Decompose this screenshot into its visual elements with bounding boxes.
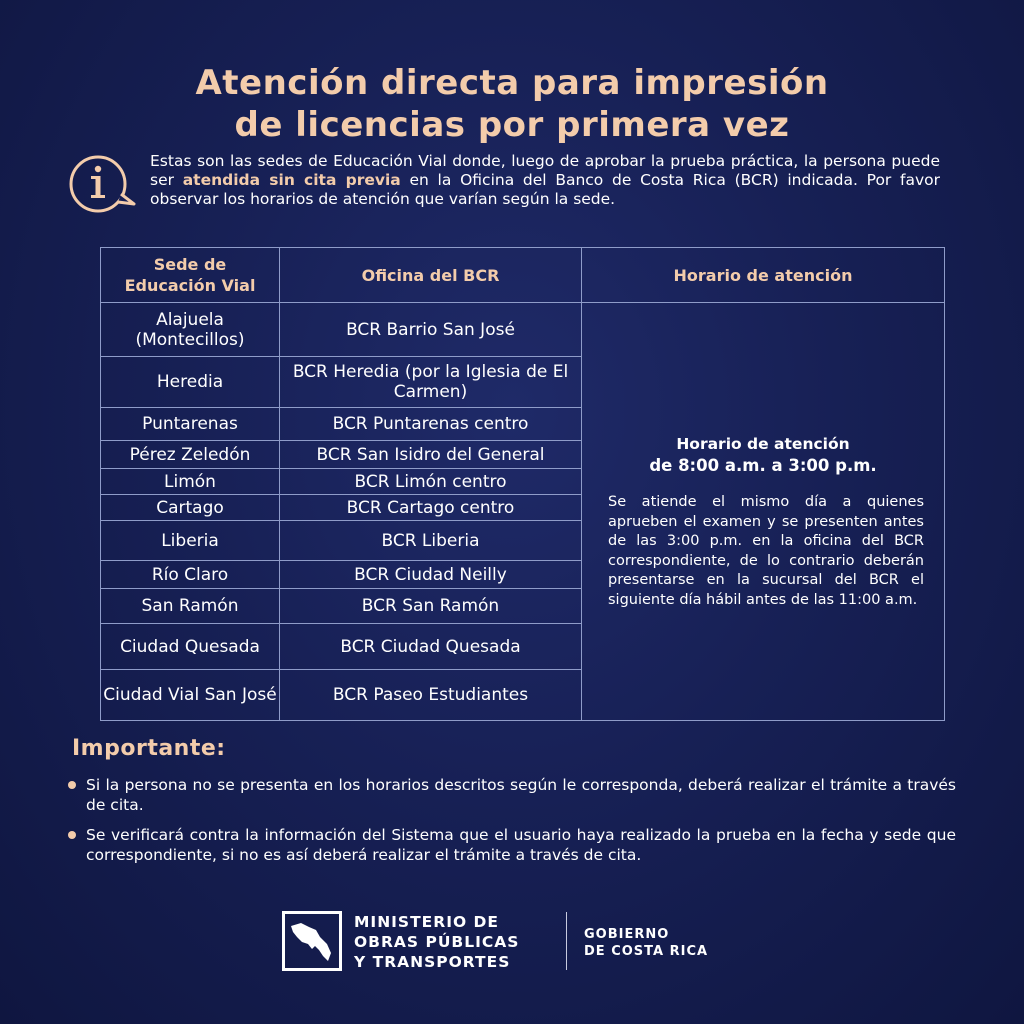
hours-note: Se atiende el mismo día a quienes aprueben el examen y se presenten antes de las 3:00 p.m. en la oficina del BCR correspondiente, de lo contrario deberán presentarse en la sucursal del BCR el siguiente día hábil antes de las 11:00 a.m.	[608, 494, 924, 608]
hours-cell	[582, 303, 945, 721]
intro-text-end: en la Oficina del Banco de Costa Rica (BCR) indicada. Por favor observar los horarios de atención que varían según la sede.	[150, 171, 941, 208]
intro-highlight: atendida sin cita previa	[182, 171, 401, 189]
table-header-row	[101, 248, 945, 303]
header-oficina: Oficina del BCR	[280, 248, 582, 303]
schedule-table	[100, 247, 945, 721]
header-sede-line2: Educación Vial	[124, 276, 256, 295]
sede-cell: Río Claro	[101, 561, 280, 589]
oficina-cell: BCR San Isidro del General	[280, 441, 582, 469]
sede-cell: Puntarenas	[101, 408, 280, 441]
bullet-icon	[68, 831, 76, 839]
sede-cell: Alajuela (Montecillos)	[101, 303, 280, 357]
sede-cell: Liberia	[101, 521, 280, 561]
ministry-line2: OBRAS PÚBLICAS	[354, 933, 520, 951]
oficina-cell: BCR Heredia (por la Iglesia de El Carmen)	[280, 357, 582, 408]
list-item	[68, 825, 956, 865]
important-item-text: Si la persona no se presenta en los horarios descritos según le corresponda, deberá realizar el trámite a través de cita.	[86, 776, 956, 814]
header-sede	[101, 248, 280, 303]
important-item-text: Se verificará contra la información del Sistema que el usuario haya realizado la prueba en la fecha y sede que correspondiente, si no es así deberá realizar el trámite a través de cita.	[86, 826, 956, 864]
header-horario: Horario de atención	[582, 248, 945, 303]
intro-paragraph	[150, 152, 940, 209]
sede-cell: Heredia	[101, 357, 280, 408]
sede-cell: San Ramón	[101, 589, 280, 624]
ministry-line1: MINISTERIO DE	[354, 913, 499, 931]
oficina-cell: BCR Puntarenas centro	[280, 408, 582, 441]
oficina-cell: BCR Ciudad Quesada	[280, 624, 582, 670]
government-name	[584, 926, 708, 960]
page-title-line1: Atención directa para impresión	[195, 63, 829, 103]
table-row	[101, 303, 945, 357]
page-title	[0, 62, 1024, 146]
oficina-cell: BCR Cartago centro	[280, 495, 582, 521]
sede-cell: Ciudad Quesada	[101, 624, 280, 670]
page-title-line2: de licencias por primera vez	[234, 105, 790, 145]
oficina-cell: BCR San Ramón	[280, 589, 582, 624]
sede-cell: Limón	[101, 469, 280, 495]
oficina-cell: BCR Liberia	[280, 521, 582, 561]
sede-cell: Cartago	[101, 495, 280, 521]
oficina-cell: BCR Barrio San José	[280, 303, 582, 357]
sede-cell: Pérez Zeledón	[101, 441, 280, 469]
important-list	[68, 775, 956, 875]
costa-rica-map-icon	[282, 911, 342, 971]
info-icon	[66, 152, 138, 216]
header-sede-line1: Sede de	[153, 255, 227, 274]
sede-cell: Ciudad Vial San José	[101, 670, 280, 721]
gov-line2: DE COSTA RICA	[584, 944, 709, 959]
oficina-cell: BCR Paseo Estudiantes	[280, 670, 582, 721]
hours-title-line2: de 8:00 a.m. a 3:00 p.m.	[649, 456, 877, 475]
hours-title	[582, 433, 944, 477]
ministry-name	[354, 912, 519, 972]
important-title: Importante:	[72, 736, 226, 761]
ministry-line3: Y TRANSPORTES	[354, 953, 511, 971]
footer-divider	[566, 912, 567, 970]
list-item	[68, 775, 956, 815]
hours-title-line1: Horario de atención	[676, 435, 850, 453]
oficina-cell: BCR Limón centro	[280, 469, 582, 495]
oficina-cell: BCR Ciudad Neilly	[280, 561, 582, 589]
gov-line1: GOBIERNO	[584, 927, 670, 942]
intro-text-start: Estas son las sedes de Educación Vial donde, luego de aprobar la prueba práctica, la persona puede ser	[150, 152, 940, 189]
bullet-icon	[68, 781, 76, 789]
